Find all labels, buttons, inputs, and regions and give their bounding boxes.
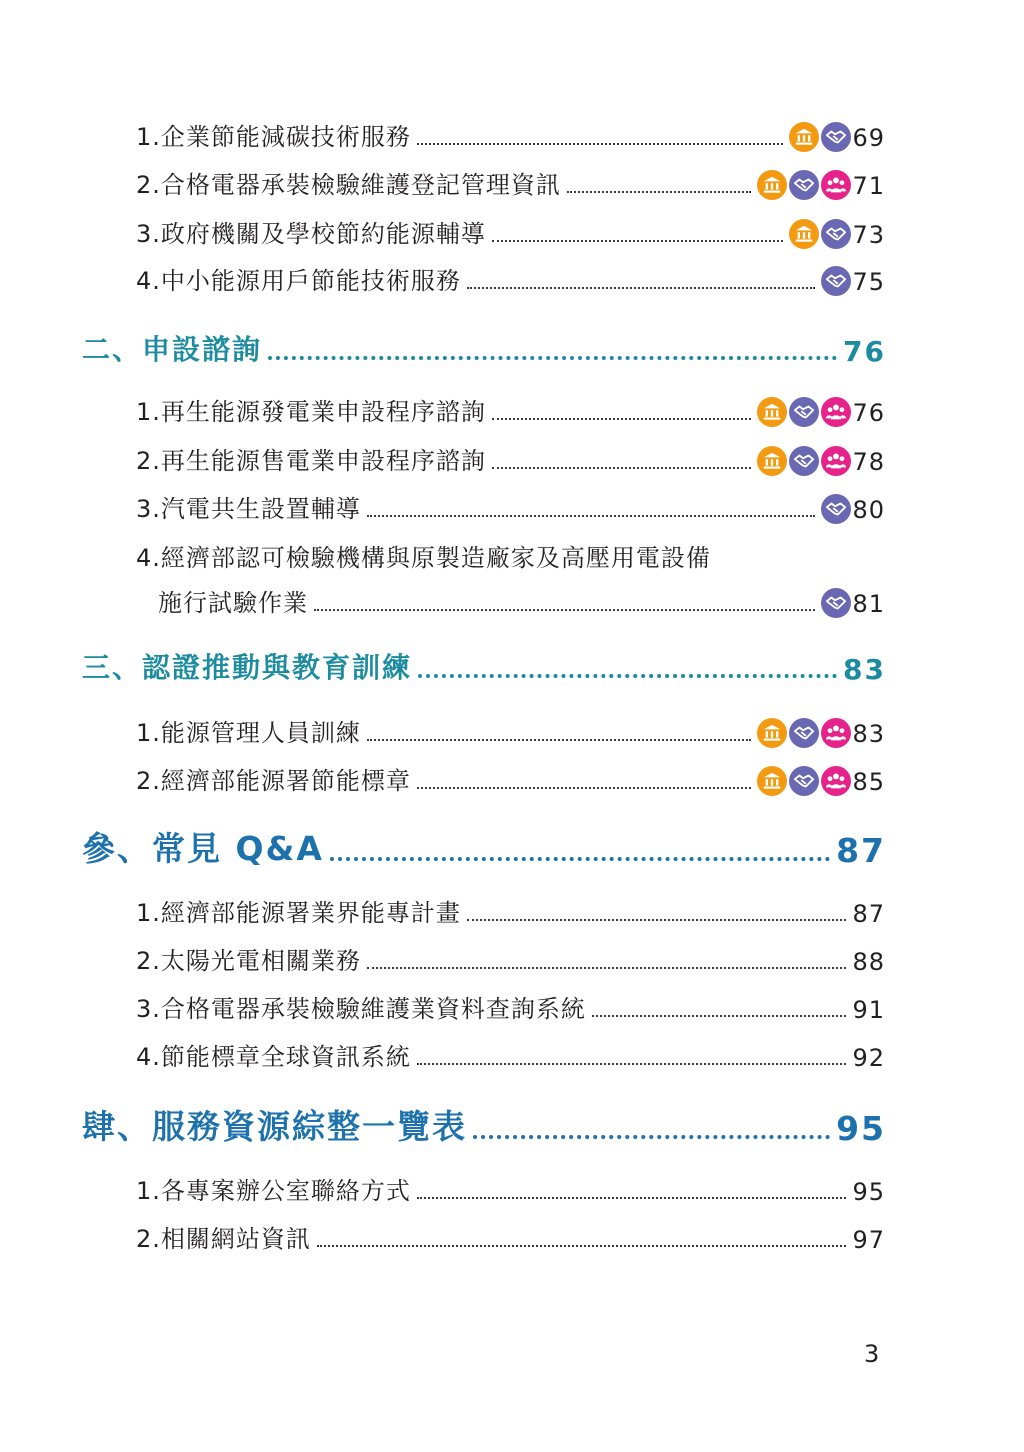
toc-page-number: 85 bbox=[852, 768, 885, 796]
people-group-icon bbox=[821, 397, 851, 427]
toc-entry-label: 參、常見 Q&A bbox=[82, 829, 324, 868]
government-building-icon bbox=[757, 766, 787, 796]
toc-entry-label: 1.企業節能減碳技術服務 bbox=[136, 123, 411, 151]
toc-entry bbox=[136, 762, 885, 796]
toc-page-number: 75 bbox=[852, 268, 885, 296]
handshake-icon bbox=[789, 397, 819, 427]
toc-entry-label: 1.再生能源發電業申設程序諮詢 bbox=[136, 398, 486, 426]
toc-entry-label: 3.汽電共生設置輔導 bbox=[136, 495, 361, 523]
toc-page-number: 87 bbox=[836, 831, 886, 870]
dot-leader bbox=[367, 739, 752, 741]
government-building-icon bbox=[789, 122, 819, 152]
toc-entry-text: 4.經濟部認可檢驗機構與原製造廠家及高壓用電設備 bbox=[136, 544, 711, 572]
toc-page-number: 76 bbox=[852, 399, 885, 427]
dot-leader bbox=[492, 240, 784, 242]
people-group-icon bbox=[821, 446, 851, 476]
government-building-icon bbox=[757, 718, 787, 748]
toc-entry-label: 4.節能標章全球資訊系統 bbox=[136, 1043, 411, 1071]
toc-entry-label: 2.相關網站資訊 bbox=[136, 1225, 311, 1253]
people-group-icon bbox=[821, 170, 851, 200]
handshake-icon bbox=[789, 446, 819, 476]
toc-page-number: 76 bbox=[843, 335, 886, 368]
toc-section-heading bbox=[82, 1102, 886, 1148]
government-building-icon bbox=[757, 170, 787, 200]
toc-entry bbox=[136, 894, 885, 928]
toc-entry-label: 3.政府機關及學校節約能源輔導 bbox=[136, 220, 486, 248]
toc-entry bbox=[136, 118, 885, 152]
toc-entry-label: 4.中小能源用戶節能技術服務 bbox=[136, 267, 461, 295]
people-group-icon bbox=[821, 766, 851, 796]
handshake-icon bbox=[789, 766, 819, 796]
toc-entry-label: 肆、服務資源綜整一覽表 bbox=[82, 1107, 467, 1146]
dot-leader bbox=[314, 609, 815, 611]
audience-icons bbox=[789, 219, 851, 249]
dot-leader bbox=[367, 967, 847, 969]
toc-page-number: 97 bbox=[852, 1226, 885, 1254]
government-building-icon bbox=[789, 219, 819, 249]
toc-page-number: 88 bbox=[852, 948, 885, 976]
toc-page-number: 73 bbox=[852, 221, 885, 249]
toc-entry-label: 1.經濟部能源署業界能專計畫 bbox=[136, 899, 461, 927]
toc-entry bbox=[136, 166, 885, 200]
toc-entry-label: 二、申設諮詢 bbox=[82, 333, 263, 366]
page-number: 3 bbox=[864, 1340, 880, 1368]
dot-leader bbox=[367, 515, 816, 517]
toc-entry bbox=[136, 990, 885, 1024]
toc-page-number: 91 bbox=[852, 996, 885, 1024]
handshake-icon bbox=[789, 718, 819, 748]
toc-section-heading bbox=[82, 824, 886, 870]
audience-icons bbox=[757, 446, 851, 476]
dot-leader bbox=[467, 919, 847, 921]
toc-page-number: 69 bbox=[852, 124, 885, 152]
people-group-icon bbox=[821, 718, 851, 748]
government-building-icon bbox=[757, 446, 787, 476]
toc-entry bbox=[136, 442, 885, 476]
dot-leader bbox=[567, 191, 752, 193]
toc-entry bbox=[158, 584, 885, 618]
handshake-icon bbox=[821, 122, 851, 152]
toc-entry-label: 1.各專案辦公室聯絡方式 bbox=[136, 1177, 411, 1205]
toc-entry-label: 2.再生能源售電業申設程序諮詢 bbox=[136, 447, 486, 475]
audience-icons bbox=[821, 266, 851, 296]
toc-entry bbox=[136, 942, 885, 976]
toc-page-number: 95 bbox=[836, 1109, 886, 1148]
dot-leader bbox=[492, 418, 752, 420]
toc-page-number: 87 bbox=[852, 900, 885, 928]
handshake-icon bbox=[821, 588, 851, 618]
toc-section-heading bbox=[82, 330, 886, 368]
audience-icons bbox=[789, 122, 851, 152]
toc-page-number: 71 bbox=[852, 172, 885, 200]
dot-leader bbox=[418, 674, 837, 678]
handshake-icon bbox=[821, 266, 851, 296]
toc-page-number: 80 bbox=[852, 496, 885, 524]
toc-entry bbox=[136, 1172, 885, 1206]
dot-leader bbox=[317, 1245, 847, 1247]
audience-icons bbox=[821, 588, 851, 618]
toc-entry-label: 1.能源管理人員訓練 bbox=[136, 719, 361, 747]
dot-leader bbox=[592, 1015, 847, 1017]
dot-leader bbox=[417, 787, 752, 789]
toc-entry-label: 2.合格電器承裝檢驗維護登記管理資訊 bbox=[136, 171, 561, 199]
dot-leader bbox=[492, 467, 752, 469]
handshake-icon bbox=[821, 494, 851, 524]
audience-icons bbox=[757, 766, 851, 796]
audience-icons bbox=[821, 494, 851, 524]
toc-entry bbox=[136, 714, 885, 748]
audience-icons bbox=[757, 718, 851, 748]
toc-page-number: 95 bbox=[852, 1178, 885, 1206]
toc-entry bbox=[136, 1220, 885, 1254]
audience-icons bbox=[757, 397, 851, 427]
dot-leader bbox=[473, 1135, 830, 1139]
toc-entry bbox=[136, 262, 885, 296]
toc-entry bbox=[136, 215, 885, 249]
dot-leader bbox=[417, 143, 784, 145]
dot-leader bbox=[417, 1197, 847, 1199]
toc-entry-label: 三、認證推動與教育訓練 bbox=[82, 651, 413, 684]
handshake-icon bbox=[789, 170, 819, 200]
toc-entry-label: 3.合格電器承裝檢驗維護業資料查詢系統 bbox=[136, 995, 586, 1023]
dot-leader bbox=[330, 857, 830, 861]
toc-entry bbox=[136, 1038, 885, 1072]
toc-entry-label: 施行試驗作業 bbox=[158, 589, 308, 617]
toc-page-number: 78 bbox=[852, 448, 885, 476]
toc-page-number: 83 bbox=[852, 720, 885, 748]
toc-entry-label: 2.經濟部能源署節能標章 bbox=[136, 767, 411, 795]
handshake-icon bbox=[821, 219, 851, 249]
toc-section-heading bbox=[82, 648, 886, 686]
toc-entry bbox=[136, 393, 885, 427]
dot-leader bbox=[417, 1063, 847, 1065]
toc-page-number: 81 bbox=[852, 590, 885, 618]
toc-page-number: 92 bbox=[852, 1044, 885, 1072]
government-building-icon bbox=[757, 397, 787, 427]
toc-page-number: 83 bbox=[843, 653, 886, 686]
toc-entry bbox=[136, 490, 885, 524]
dot-leader bbox=[268, 356, 837, 360]
toc-entry-label: 2.太陽光電相關業務 bbox=[136, 947, 361, 975]
audience-icons bbox=[757, 170, 851, 200]
dot-leader bbox=[467, 287, 816, 289]
